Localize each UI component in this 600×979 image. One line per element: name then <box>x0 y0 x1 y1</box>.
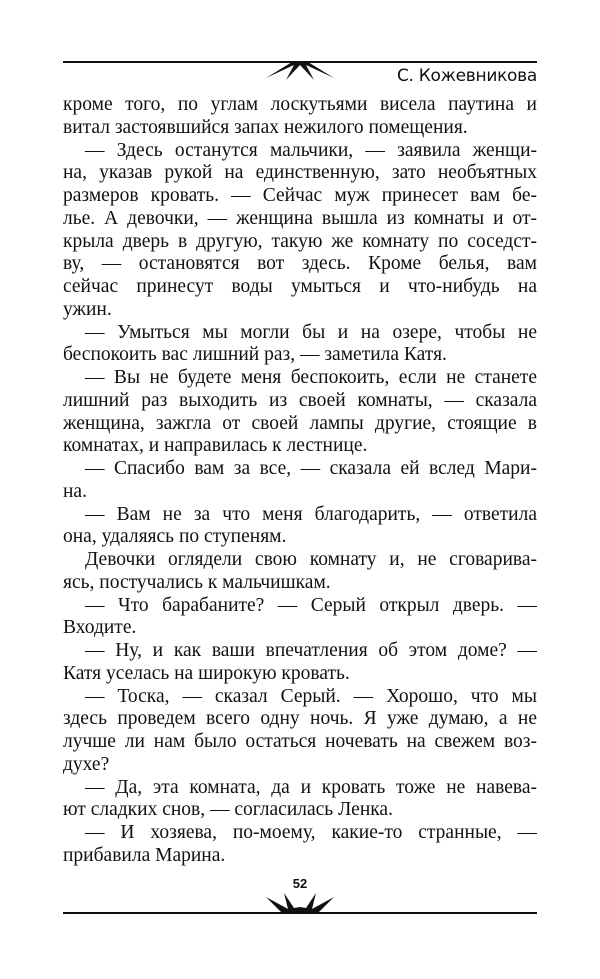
text-line: комнатах, и направилась к лестнице. <box>63 435 368 457</box>
text-line: крыла дверь в другую, такую же комнату по соседст- <box>63 230 537 252</box>
text-line: беспокоить вас лишний раз, — заметила Катя. <box>63 344 447 366</box>
running-head-author: С. Кожевникова <box>396 66 537 86</box>
text-line: — Что барабаните? — Серый открыл дверь. — <box>85 594 537 616</box>
body-text <box>63 94 537 868</box>
text-line: Катя уселась на широкую кровать. <box>63 662 350 684</box>
text-line: она, удаляясь по ступеням. <box>63 526 287 548</box>
text-line: — И хозяева, по-моему, какие-то странные, — <box>85 822 537 843</box>
text-line: ву, — остановятся вот здесь. Кроме белья, вам <box>63 253 537 275</box>
text-line: витал застоявшийся запах нежилого помещения. <box>63 116 468 138</box>
text-line: духе? <box>63 753 110 775</box>
text-line: — Вам не за что меня благодарить, — ответила <box>85 503 537 525</box>
text-line: лишний раз выходить из своей комнаты, — сказала <box>63 389 537 411</box>
text-line: — Здесь останутся мальчики, — заявила женщи- <box>85 139 537 161</box>
text-line: здесь проведем всего одну ночь. Я уже думаю, а не <box>63 708 537 730</box>
text-line: лучше ли нам было остаться ночевать на свежем воз- <box>63 731 537 752</box>
text-line: ужин. <box>63 298 112 320</box>
text-line: — Вы не будете меня беспокоить, если не станете <box>85 367 537 388</box>
text-line: размеров кровать. — Сейчас муж принесет вам бе- <box>63 185 537 206</box>
text-line: — Ну, и как ваши впечатления об этом доме? — <box>85 640 537 661</box>
text-line: Входите. <box>63 617 137 639</box>
page-number: 52 <box>292 876 308 891</box>
text-line: Девочки оглядели свою комнату и, не сговарива- <box>85 549 537 570</box>
text-line: ют сладких снов, — согласилась Ленка. <box>63 799 393 821</box>
text-line: — Тоска, — сказал Серый. — Хорошо, что мы <box>85 685 537 707</box>
text-line: на, указав рукой на единственную, зато необъятных <box>63 162 537 184</box>
text-line: на. <box>63 480 87 502</box>
header-ornament-icon <box>262 56 338 80</box>
text-line: прибавила Марина. <box>63 844 226 866</box>
text-line: ясь, постучались к мальчишкам. <box>63 571 331 593</box>
footer-ornament-icon <box>262 893 338 913</box>
text-line: сейчас принесут воды умыться и что-нибудь на <box>63 276 537 297</box>
text-line: — Умыться мы могли бы и на озере, чтобы не <box>85 321 537 343</box>
text-line: женщина, зажгла от своей лампы другие, стоящие в <box>63 412 537 434</box>
footer-rule <box>63 912 537 914</box>
text-line: — Да, эта комната, да и кровать тоже не навева- <box>85 776 537 798</box>
text-line: кроме того, по углам лоскутьями висела паутина и <box>63 94 537 115</box>
text-line: лье. А девочки, — женщина вышла из комнаты и от- <box>63 207 537 229</box>
text-line: — Спасибо вам за все, — сказала ей вслед Мари- <box>85 458 537 479</box>
